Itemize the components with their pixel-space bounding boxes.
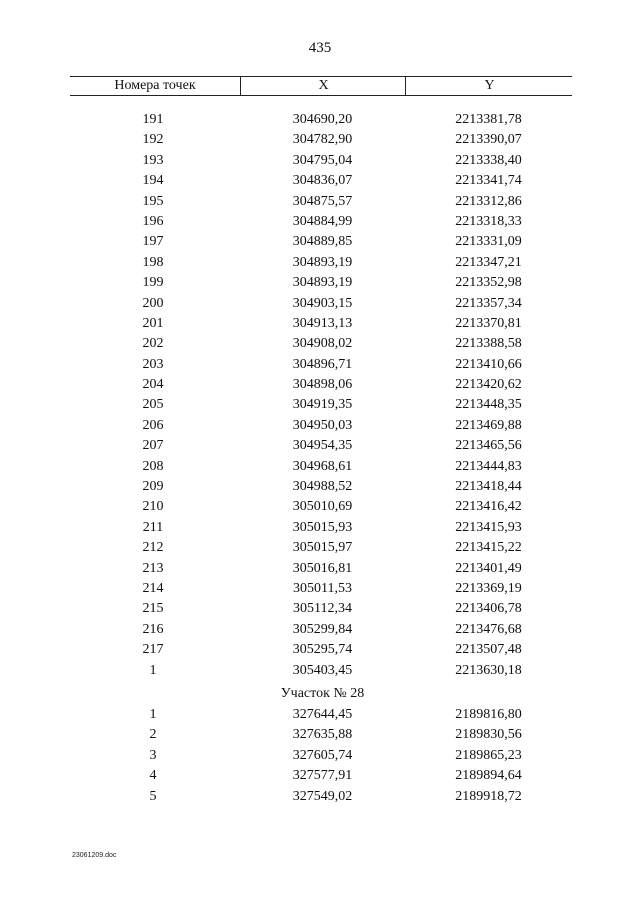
table-row <box>70 477 572 497</box>
point-number-cell: 204 <box>142 377 164 393</box>
point-number-cell: 191 <box>142 112 164 127</box>
x-coordinate-cell: 305299,84 <box>292 621 353 637</box>
x-coordinate-cell: 304884,99 <box>292 213 353 229</box>
y-coordinate-cell: 2213476,68 <box>455 621 522 637</box>
y-coordinate-cell: 2213410,66 <box>455 356 522 372</box>
table-row <box>70 538 572 558</box>
point-number-cell: 206 <box>142 417 164 433</box>
y-coordinate-cell: 2213352,98 <box>455 275 522 291</box>
coordinates-table <box>70 76 572 804</box>
x-coordinate-cell: 304690,20 <box>292 112 353 127</box>
table-header <box>70 76 572 96</box>
x-coordinate-cell: 304988,52 <box>292 479 353 495</box>
table-row <box>70 253 572 273</box>
point-number-cell: 215 <box>142 601 164 617</box>
x-coordinate-cell: 305295,74 <box>292 642 353 658</box>
point-number-cell: 213 <box>142 560 164 576</box>
y-coordinate-cell: 2213347,21 <box>455 254 522 270</box>
x-coordinate-cell: 327549,02 <box>292 788 353 804</box>
table-row <box>70 457 572 477</box>
x-coordinate-cell: 304913,13 <box>292 315 353 331</box>
table-row <box>70 375 572 395</box>
x-coordinate-cell: 305112,34 <box>293 601 352 617</box>
table-row <box>70 518 572 538</box>
y-coordinate-cell: 2213312,86 <box>455 193 522 209</box>
point-number-cell: 216 <box>142 621 164 637</box>
y-coordinate-cell: 2189830,56 <box>455 727 522 743</box>
table-row <box>70 171 572 191</box>
table-row <box>70 416 572 436</box>
y-coordinate-cell: 2213370,81 <box>455 315 522 331</box>
y-coordinate-cell: 2189894,64 <box>455 768 522 784</box>
header-y: Y <box>405 77 573 95</box>
point-number-cell: 198 <box>142 254 164 270</box>
point-number-cell: 5 <box>149 788 157 804</box>
x-coordinate-cell: 304893,19 <box>292 275 353 291</box>
x-coordinate-cell: 305015,93 <box>292 519 353 535</box>
point-number-cell: 210 <box>142 499 164 515</box>
x-coordinate-cell: 305015,97 <box>292 540 353 556</box>
point-number-cell: 197 <box>142 234 164 250</box>
x-coordinate-cell: 304889,85 <box>292 234 353 250</box>
y-coordinate-cell: 2189918,72 <box>455 788 522 804</box>
x-coordinate-cell: 327644,45 <box>292 706 353 722</box>
y-coordinate-cell: 2213388,58 <box>455 336 522 352</box>
point-number-cell: 196 <box>142 213 164 229</box>
point-number-cell: 212 <box>142 540 164 556</box>
point-number-cell: 205 <box>142 397 164 413</box>
y-coordinate-cell: 2213465,56 <box>455 438 522 454</box>
y-coordinate-cell: 2213418,44 <box>455 479 522 495</box>
table-row <box>70 192 572 212</box>
table-row <box>70 725 572 745</box>
x-coordinate-cell: 304898,06 <box>292 377 353 393</box>
point-number-cell: 193 <box>142 152 164 168</box>
point-number-cell: 3 <box>149 747 157 763</box>
point-number-cell: 199 <box>142 275 164 291</box>
point-number-cell: 208 <box>142 458 164 474</box>
header-point-numbers: Номера точек <box>114 78 196 93</box>
y-coordinate-cell: 2213390,07 <box>455 132 522 148</box>
table-row <box>70 130 572 150</box>
y-coordinate-cell: 2213357,34 <box>455 295 522 311</box>
y-coordinate-cell: 2213331,09 <box>455 234 522 250</box>
y-coordinate-cell: 2189865,23 <box>455 747 522 763</box>
table-row <box>70 705 572 725</box>
x-coordinate-cell: 304954,35 <box>292 438 353 454</box>
x-coordinate-cell: 304950,03 <box>292 417 353 433</box>
table-row <box>70 314 572 334</box>
y-coordinate-cell: 2213318,33 <box>455 213 522 229</box>
y-coordinate-cell: 2213415,22 <box>455 540 522 556</box>
x-coordinate-cell: 327605,74 <box>292 747 353 763</box>
point-number-cell: 195 <box>142 193 164 209</box>
x-coordinate-cell: 304908,02 <box>292 336 353 352</box>
section-title <box>70 681 572 705</box>
x-coordinate-cell: 305011,53 <box>293 580 352 596</box>
x-coordinate-cell: 327635,88 <box>292 727 353 743</box>
x-coordinate-cell: 304875,57 <box>292 193 353 209</box>
table-row <box>70 334 572 354</box>
y-coordinate-cell: 2213448,35 <box>455 397 522 413</box>
point-number-cell: 202 <box>142 336 164 352</box>
y-coordinate-cell: 2213420,62 <box>455 377 522 393</box>
y-coordinate-cell: 2213507,48 <box>455 642 522 658</box>
table-row <box>70 151 572 171</box>
x-coordinate-cell: 304782,90 <box>292 132 353 148</box>
file-name-footer: 23061209.doc <box>72 852 117 859</box>
y-coordinate-cell: 2189816,80 <box>455 706 522 722</box>
y-coordinate-cell: 2213381,78 <box>455 112 522 127</box>
y-coordinate-cell: 2213415,93 <box>455 519 522 535</box>
table-row <box>70 766 572 786</box>
section-title-text: Участок № 28 <box>280 685 365 701</box>
table-row <box>70 620 572 640</box>
page-number: 435 <box>308 40 332 56</box>
point-number-cell: 4 <box>149 768 157 784</box>
table-row <box>70 395 572 415</box>
table-row <box>70 436 572 456</box>
table-row <box>70 212 572 232</box>
table-row <box>70 661 572 681</box>
x-coordinate-cell: 304903,15 <box>292 295 353 311</box>
x-coordinate-cell: 327577,91 <box>292 768 353 784</box>
y-coordinate-cell: 2213416,42 <box>455 499 522 515</box>
point-number-cell: 211 <box>142 519 164 535</box>
point-number-cell: 207 <box>142 438 164 454</box>
y-coordinate-cell: 2213338,40 <box>455 152 522 168</box>
table-row <box>70 599 572 619</box>
point-number-cell: 1 <box>149 662 157 678</box>
x-coordinate-cell: 304919,35 <box>292 397 353 413</box>
point-number-cell: 214 <box>142 580 164 596</box>
point-number-cell: 217 <box>142 642 164 658</box>
point-number-cell: 203 <box>142 356 164 372</box>
table-row <box>70 294 572 314</box>
y-coordinate-cell: 2213401,49 <box>455 560 522 576</box>
point-number-cell: 200 <box>142 295 164 311</box>
table-row <box>70 497 572 517</box>
table-row <box>70 746 572 766</box>
table-row <box>70 355 572 375</box>
y-coordinate-cell: 2213369,19 <box>455 580 522 596</box>
table-row <box>70 110 572 130</box>
point-number-cell: 194 <box>142 173 164 189</box>
header-x: X <box>240 77 406 95</box>
point-number-cell: 209 <box>142 479 164 495</box>
y-coordinate-cell: 2213444,83 <box>455 458 522 474</box>
x-coordinate-cell: 304968,61 <box>292 458 353 474</box>
x-coordinate-cell: 304836,07 <box>292 173 353 189</box>
x-coordinate-cell: 305403,45 <box>292 662 353 678</box>
table-row <box>70 273 572 293</box>
y-coordinate-cell: 2213406,78 <box>455 601 522 617</box>
x-coordinate-cell: 304896,71 <box>292 356 353 372</box>
table-row <box>70 559 572 579</box>
point-number-cell: 2 <box>149 727 157 743</box>
table-body <box>70 110 572 807</box>
x-coordinate-cell: 305010,69 <box>292 499 353 515</box>
y-coordinate-cell: 2213469,88 <box>455 417 522 433</box>
x-coordinate-cell: 304795,04 <box>292 152 353 168</box>
table-row <box>70 232 572 252</box>
table-row <box>70 787 572 807</box>
y-coordinate-cell: 2213630,18 <box>455 662 522 678</box>
table-row <box>70 579 572 599</box>
x-coordinate-cell: 304893,19 <box>292 254 353 270</box>
x-coordinate-cell: 305016,81 <box>292 560 353 576</box>
point-number-cell: 201 <box>142 315 164 331</box>
y-coordinate-cell: 2213341,74 <box>455 173 522 189</box>
point-number-cell: 1 <box>149 706 157 722</box>
table-row <box>70 640 572 660</box>
point-number-cell: 192 <box>142 132 164 148</box>
